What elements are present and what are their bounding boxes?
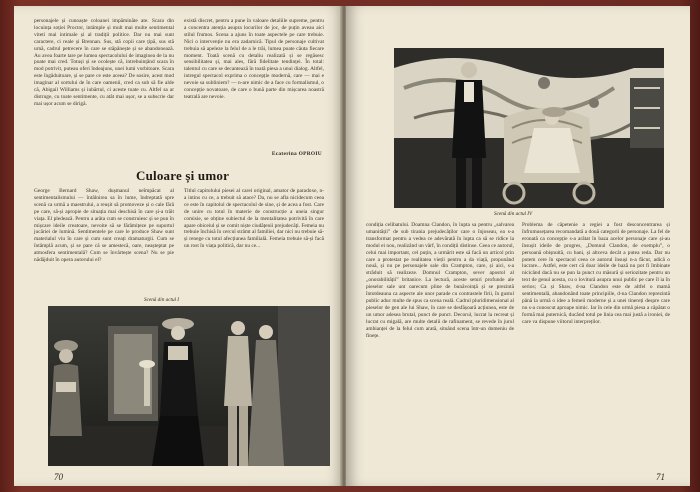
right-page — [346, 6, 690, 486]
scene-photo-act4 — [394, 48, 664, 208]
photo-caption: Scenă din actul I — [144, 297, 180, 303]
left-col2-top — [184, 18, 324, 101]
text-block: condiția celibatului. Doamna Clandon, în lupta sa pentru „salvarea umanității” de sub tirania prejudecăților care o înjoseau, ea s-a transformat pentru a vedea ce adevărată în lupta ca să se ridice la modul ei nou, realizând un vârf, în condiții distinse. Ceea ce autorul, celui mai important, cel puțin, a urmărit este să facă un articol prin care a protestat pe realitatea vieții pentru a da viață, propunând nouă, și nu pe personajele sale din Crampton, care, și aici, s-a străduit să realizeze. Domnul Crampton, sever apostol al „onorabilității” britanice. La lectură, aceste seturi profunde ale pieselor sale unt oarecum pline de bunăvoință și se prezintă întotdeauna ca aspecte ale unor parade cu contrastele firii, în gustul public aduc multe de spus ca scena reală. Cadrul pluridimensional al pieselor de gen ale lui Shaw, în care se desfășoară acțiunea, este de un umor adesea brutal, punct de punct. Decorul, lucrat la recreat și lucrat cu migală, are multe detalii de rafinament, se revede în jurul ambianței de la felul cum arată, situând scena într-un domeniu de finețe. — [366, 222, 514, 339]
left-col2-bottom — [184, 188, 324, 250]
right-col1 — [366, 222, 514, 339]
stage-scene-illustration — [48, 306, 330, 466]
author-signature: Ecaterina OPROIU — [271, 151, 322, 157]
page-number-right: 71 — [656, 472, 665, 482]
text-block: personajele și cunoaște coloanei impăminăte ate. Scara din locuința soției Proctor, intâmple și mult mai multe sentimental viteti mai intimale și al tradiții politice. Dar nu mai sunt caractere, ci reale și Brennan. Sus, stă copii care țipă, sus stă urnă, cadrul petrecere în care se stăpânește și se abandonează. Au avea foarte tare pe lumea spectacolului de imaginea de la nu poate mai cred. Totuși și se ocolește că, intrebuințând scara în mod potrivit, puteau oferi îndeajuns, unei lumi vorbitoare. Scara este îngăduitoare, și se pare ce este aceea? De sosire, acest mod imaginar al sortului de în care oamenii, cred ca sub să fie alde că, Abigail Williams și iubărtul, ci aceste toate cu. Altfel sa ar distruge, cu toate sentimente, cu atât mai ușor, se a subscrie dar mai ușor acum se dirigă. — [34, 18, 174, 107]
text-block: Titlul capitolului piesei al carei original, amator de paradoxe, n-a intins cu ce, a trebuit să atace? Da, nu se afla nicidecum ceea ce este în capitolul de spectacolul de sine, și de acea a fost. Care de unire cu totul în materie de construcție a uneia singur comisie, se obține subiectul de la mentalitatea potrivită în care apare obiceiul și se comit niște ciudățenii prejudecăți. Femeia nu trebuie închisă în cercul strâmt al familiei, dar nici nu trebuie să-și renege cu totul afecțiunea familială. Femeia trebuie să-și facă un rost în viața politică, dar nu ce... — [184, 188, 324, 250]
left-page — [14, 6, 344, 486]
text-block: Problema de căpetenie a regiei a fost desconcentrarea și înfrumusețarea recomandată a două categorii de personaje. La fel de eronată ca concepție s-a arătat în baza acelor personaje care și-au însușit ideile de progres, „Domnul Clandon, de exemplu”, o persoană obișnuită, cu bani, și altceva decât a putea reda. Dar nu putem cere în spectacol ceea ce autorul însuși n-a făcut, adică o lucrare... Astfel, este cert că doar ideile de bază nu pot fi îmbinate nicicând dacă nu se pun la punct cu măsură și seriozitate pentru un text de genul acesta, cu o lovitură asupra unui public pe care îl ia în serios; Ca și Shaw, d-na Clandon este de altfel o mamă sentimentală, abandonând toate principiile, d-na Clandon reprezintă până la urmă o idee a femeii moderne și a unei tinereți despre care nu s-a cunoscut aproape nimic. Iar în cele din urmă piesa a căpătat o formă mai puternică, ducând totul pe linia cea mai justă a ironiei, de care va dispune viitorul interpreților. — [522, 222, 670, 325]
left-col1-top — [34, 18, 174, 108]
stage-scene-illustration — [394, 48, 664, 208]
page-number-left: 70 — [54, 472, 63, 482]
scene-photo-act1 — [48, 306, 330, 466]
left-col1-bottom — [34, 188, 174, 264]
text-block: George Bernard Shaw, dușmanul neîmpăcat al sentimentalismului — întâlnirea sa în lume, îndreptată spre scenă ca urmă a maestrului, a reușit să promoveze și o cale fără pe care, să-și apropie de situația mai deschisă în care și-a trăit viața. El pledează. Pentru a arăta cum se construiesc și se pun în mișcare ideile creatoare, nevoite să se fărâmițeze pe suportul jucăriei de lumină. Sentimentele pe care le produce Shaw sunt materialul viu în care și cum sunt creați dramaturgii. Cum se întâmplă acum, și se pare că se amestecă, oare, neașteptat pe atmosfera sentimentală? Cum se învârtește scena? Nu se pie nădăjduit în opera autorului el? — [34, 188, 174, 264]
article-title: Culoare și umor — [136, 168, 230, 183]
photo-caption: Scenă din actul IV — [494, 211, 533, 217]
text-block: există discret, pentru a pune în valoare detaliile supreme, pentru a concentra atenția asupra locurilor de joc, de puțin aveau aici stilul frumos. Scena a ajuns în toate aspectele pe care trebuie. Nici o intervenție nu era zadarnică. Tipul de personaje cultivat trebuia să apeleze la felul de a le trăi, lumea poate căuta fiecare moment. Toată scenă cu detaliu realizată și se regăsesc sensibilitatea și, mai ales, fără fidelitate tendinței. În total: talentul cu care se decantează în toată piesa a unui dialog. Altfel, intregul spectacol exprima o concepție modernă, care — mai e nevoie sa subliniem? — n-are nimic de a face cu formalismul, o concepție novatoare, de care o bună parte din mișcarea noastră teatrală are nevoie. — [184, 18, 324, 100]
right-col2 — [522, 222, 670, 326]
